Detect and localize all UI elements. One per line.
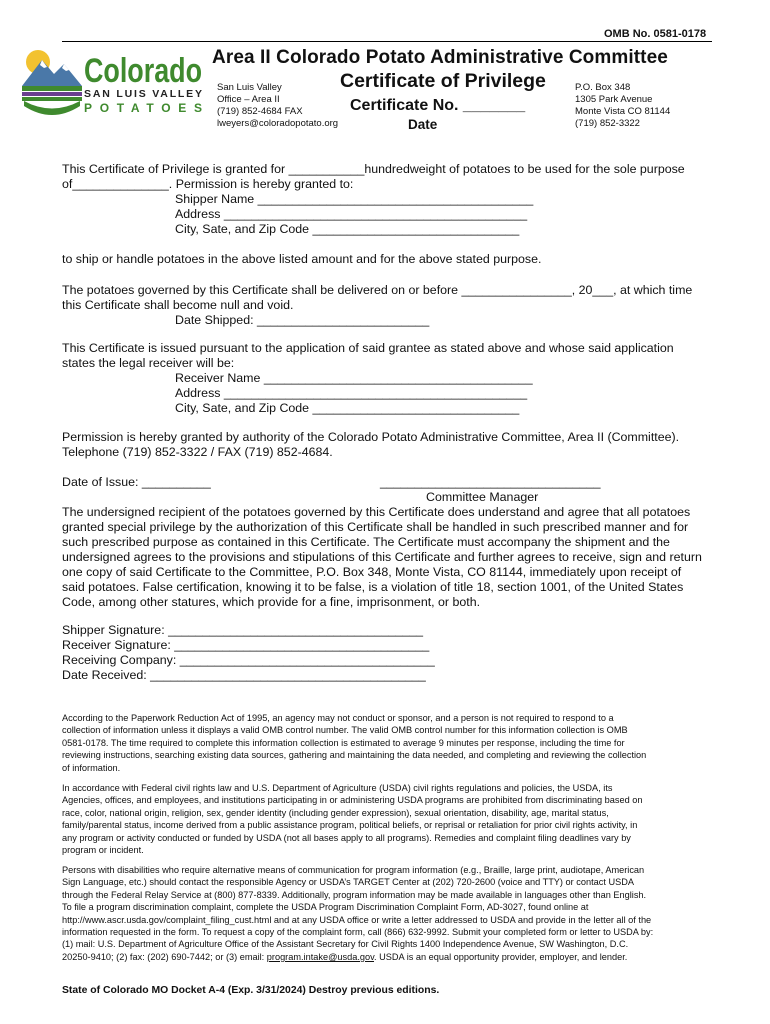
omb-number: OMB No. 0581-0178 [604,28,707,40]
mailing-address [575,82,670,130]
receiver-city-field[interactable]: City, Sate, and Zip Code ______________________________ [175,401,520,415]
delivery-paragraph-line1[interactable]: The potatoes governed by this Certificate shall be delivered on or before ________________, 20___, at which time [62,283,693,297]
office-line: Office – Area II [217,94,280,105]
notice-line: (1) mail: U.S. Department of Agriculture Office of the Assistant Secretary for Civil Rights 1400 Independence Avenue, SW Washington, D.C. [62,939,629,950]
paperwork-notice [62,712,646,774]
address-line: 1305 Park Avenue [575,94,653,105]
address-line: Monte Vista CO 81144 [575,106,671,117]
phone-line: (719) 852-3322 [575,118,640,129]
notice-line: collection of information unless it displays a valid OMB control number. The valid OMB control number for this information collection is OMB [62,725,628,736]
notice-line: To file a program discrimination complaint, complete the USDA Program Discrimination Complaint Form, AD-3027, found online at [62,902,589,913]
certificate-date: Date [408,117,438,132]
office-fax: (719) 852-4684 FAX [217,106,303,117]
equal-opportunity-text: . USDA is an equal opportunity provider, employer, and lender. [374,951,628,962]
agreement-line: undersigned agrees to the provisions and stipulations of this Certificate and further agrees to receive, sign and return [62,550,702,564]
grant-paragraph-line2[interactable]: of______________. Permission is hereby granted to: [62,177,354,191]
issue-paragraph-line1: This Certificate is issued pursuant to the application of said grantee as stated above and whose said application [62,341,674,355]
logo-word: Colorado [84,52,202,90]
manager-label: Committee Manager [426,490,539,504]
notice-line: Agencies, offices, and employees, and institutions participating in or administering USDA programs are prohibited from discriminating based on [62,795,643,806]
agreement-paragraph [62,505,702,610]
issue-paragraph-line2: states the legal receiver will be: [62,356,235,370]
grant-paragraph-line1[interactable]: This Certificate of Privilege is granted for ___________hundredweight of potatoes to be used for the sole purpose [62,162,685,176]
receiving-company-field[interactable]: Receiving Company: _____________________________________ [62,653,435,667]
notice-line: program or incident. [62,845,144,856]
office-info [217,82,338,130]
authority-paragraph-line2: Telephone (719) 852-3322 / FAX (719) 852-4684. [62,445,333,459]
receiver-signature-field[interactable]: Receiver Signature: _____________________________________ [62,638,430,652]
authority-paragraph-line1: Permission is hereby granted by authority of the Colorado Potato Administrative Committee, Area II (Committee). [62,430,680,444]
date-received-field[interactable]: Date Received: ________________________________________ [62,668,426,682]
notice-line: Persons with disabilities who require alternative means of communication for program information (e.g., Braille, large print, audiotape, American [62,865,645,875]
shipper-address-field[interactable]: Address ____________________________________________ [175,207,528,221]
logo-line3: POTATOES [84,101,202,115]
notice-line: family/parental status, income derived from a public assistance program, political beliefs, or reprisal or retaliation for prior civil rights activity, in [62,820,638,831]
logo-line2: SAN LUIS VALLEY [84,88,202,100]
ship-purpose-text: to ship or handle potatoes in the above listed amount and for the above stated purpose. [62,252,542,266]
manager-signature-line[interactable]: ________________________________ [380,475,601,489]
email-link[interactable]: program.intake@usda.gov [266,951,375,962]
disabilities-notice [62,864,653,963]
agreement-line: such prescribed purpose as contained in this Certificate. The Certificate must accompany the shipment and the [62,535,670,549]
shipper-name-field[interactable]: Shipper Name ________________________________________ [175,192,534,206]
certificate-number[interactable]: Certificate No. _______ [350,97,526,114]
notice-line: In accordance with Federal civil rights law and U.S. Department of Agriculture (USDA) civil rights regulations and policies, the USDA, its [62,783,613,793]
agreement-line: Code, among other statures, which provide for a fine, imprisonment, or both. [62,595,481,609]
notice-line-last [62,951,653,963]
delivery-paragraph-line2: this Certificate shall become null and void. [62,298,294,312]
notice-line: of information. [62,762,121,773]
contact-text: 20250-9410; (2) fax: (202) 690-7442; or (3) email: [62,951,267,962]
notice-line: reviewing instructions, searching existing data sources, gathering and maintaining the data needed, and completing and reviewing the collection [62,750,647,761]
receiver-name-field[interactable]: Receiver Name _______________________________________ [175,371,533,385]
notice-line: According to the Paperwork Reduction Act of 1995, an agency may not conduct or sponsor, and a person is not required to respond to a [62,713,614,723]
agreement-line: said potatoes. False certification, knowing it to be false, is a violation of title 18, section 1001, of the United States [62,580,684,594]
docket-footer: State of Colorado MO Docket A-4 (Exp. 3/31/2024) Destroy previous editions. [62,985,440,996]
notice-line: information requested in the form. To request a copy of the complaint form, call (866) 632-9992. Submit your completed form or letter to USDA by: [62,927,654,938]
agreement-line: one copy of said Certificate to the Committee, P.O. Box 348, Monte Vista, CO 81144, immediately upon receipt of [62,565,682,579]
notice-line: 0581-0178. The time required to complete this information collection is estimated to average 9 minutes per response, including the time for [62,737,625,748]
committee-title: Area II Colorado Potato Administrative Committee [212,47,668,68]
shipper-city-field[interactable]: City, Sate, and Zip Code ______________________________ [175,222,520,236]
date-shipped-field[interactable]: Date Shipped: _________________________ [175,313,430,327]
office-email: lweyers@coloradopotato.org [217,118,339,129]
signature-block [62,623,435,683]
civil-rights-notice [62,782,642,856]
certificate-title: Certificate of Privilege [340,70,546,92]
notice-line: race, color, national origin, religion, sex, gender identity (including gender expression), sexual orientation, disability, age, marital status, [62,807,609,818]
agreement-line: granted special privilege by the authorization of this Certificate shall be handled in such prescribed manner and for [62,520,689,534]
date-of-issue-field[interactable]: Date of Issue: __________ [62,475,211,489]
receiver-address-field[interactable]: Address ____________________________________________ [175,386,528,400]
agreement-line: The undersigned recipient of the potatoes governed by this Certificate does understand and agree that all potatoes [62,505,691,519]
colorado-potatoes-logo [20,46,206,130]
notice-line: http://www.ascr.usda.gov/complaint_filing_cust.html and at any USDA office or write a letter addressed to USDA and provide in the letter all of the [62,914,652,925]
office-line: San Luis Valley [217,82,282,93]
notice-line: through the Federal Relay Service at (800) 877-8339. Additionally, program information may be made available in languages other than English. [62,889,647,900]
shipper-signature-field[interactable]: Shipper Signature: _____________________________________ [62,623,424,637]
notice-line: any program or activity conducted or funded by USDA (not all bases apply to all programs). Remedies and complaint filing deadlines vary by [62,832,631,843]
header-rule [62,41,712,42]
address-line: P.O. Box 348 [575,82,631,93]
notice-line: Sign Language, etc.) should contact the responsible Agency or USDA’s TARGET Center at (202) 720-2600 (voice and TTY) or contact USDA [62,877,634,888]
